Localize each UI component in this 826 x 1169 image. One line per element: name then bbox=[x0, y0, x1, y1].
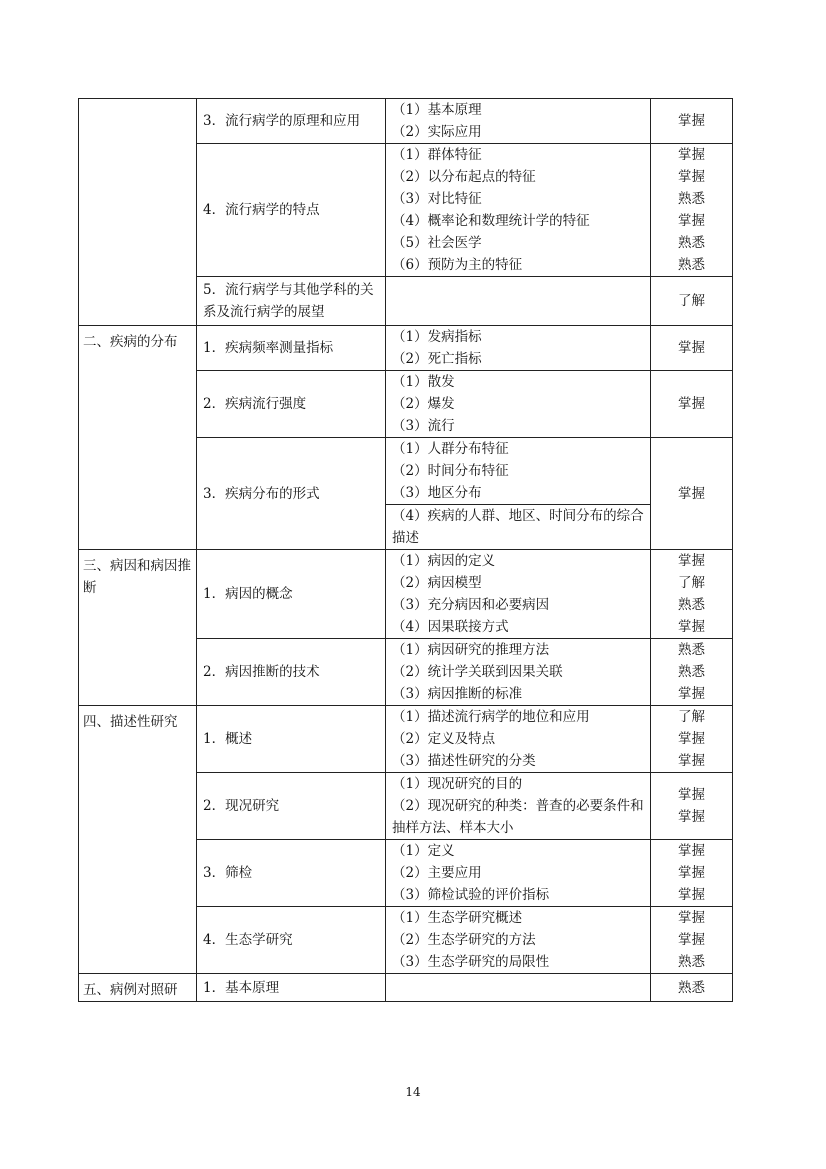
content-item: （2）现况研究的种类：普查的必要条件和抽样方法、样本大小 bbox=[392, 798, 644, 836]
content-item: （3）病因推断的标准 bbox=[392, 686, 523, 702]
requirement-cell bbox=[651, 277, 733, 326]
requirement-level: 掌握 bbox=[678, 553, 705, 569]
topic-name-cell: 3．筛检 bbox=[197, 840, 386, 907]
content-cell bbox=[386, 326, 651, 371]
requirement-cell bbox=[651, 550, 733, 639]
content-item: （2）定义及特点 bbox=[392, 731, 496, 747]
table-row bbox=[79, 706, 733, 773]
content-item: （3）流行 bbox=[392, 418, 455, 434]
table-row bbox=[79, 326, 733, 371]
requirement-level: 熟悉 bbox=[678, 664, 705, 680]
content-cell bbox=[386, 438, 651, 505]
section-title-cell: 五、病例对照研 bbox=[79, 974, 197, 1002]
requirement-level: 掌握 bbox=[678, 843, 705, 859]
requirement-cell bbox=[651, 438, 733, 550]
content-item: （2）统计学关联到因果关联 bbox=[392, 664, 563, 680]
requirement-level: 掌握 bbox=[678, 619, 705, 635]
table-row bbox=[79, 550, 733, 639]
topic-name-cell: 5．流行病学与其他学科的关系及流行病学的展望 bbox=[197, 277, 386, 326]
content-cell bbox=[386, 371, 651, 438]
section-title-cell: 四、描述性研究 bbox=[79, 706, 197, 974]
content-item: （3）充分病因和必要病因 bbox=[392, 597, 550, 613]
content-item: （3）生态学研究的局限性 bbox=[392, 954, 550, 970]
requirement-level: 掌握 bbox=[678, 932, 705, 948]
requirement-level: 掌握 bbox=[678, 787, 705, 803]
requirement-level: 掌握 bbox=[678, 809, 705, 825]
page-number: 14 bbox=[405, 1085, 421, 1099]
topic-name-cell: 4．生态学研究 bbox=[197, 907, 386, 974]
content-item: （1）发病指标 bbox=[392, 329, 482, 345]
requirement-level: 掌握 bbox=[678, 887, 705, 903]
content-item: （2）时间分布特征 bbox=[392, 463, 509, 479]
requirement-level: 掌握 bbox=[678, 396, 705, 412]
topic-name-cell: 1．疾病频率测量指标 bbox=[197, 326, 386, 371]
requirement-level: 熟悉 bbox=[678, 235, 705, 251]
content-cell bbox=[386, 773, 651, 840]
content-cell bbox=[386, 144, 651, 277]
requirement-level: 熟悉 bbox=[678, 954, 705, 970]
requirement-cell bbox=[651, 907, 733, 974]
section-title-cell: 二、疾病的分布 bbox=[79, 326, 197, 550]
content-item: （1）人群分布特征 bbox=[392, 441, 509, 457]
content-item: （2）以分布起点的特征 bbox=[392, 169, 536, 185]
requirement-level: 掌握 bbox=[678, 213, 705, 229]
content-cell bbox=[386, 706, 651, 773]
requirement-level: 掌握 bbox=[678, 113, 705, 129]
requirement-level: 熟悉 bbox=[678, 642, 705, 658]
content-item: （2）病因模型 bbox=[392, 575, 482, 591]
content-item: （1）病因研究的推理方法 bbox=[392, 642, 550, 658]
requirement-level: 了解 bbox=[678, 293, 705, 309]
requirement-level: 掌握 bbox=[678, 865, 705, 881]
content-cell bbox=[386, 639, 651, 706]
section-title-cell bbox=[79, 99, 197, 326]
requirement-level: 掌握 bbox=[678, 485, 705, 502]
content-item: （1）定义 bbox=[392, 843, 455, 859]
content-item: （2）实际应用 bbox=[392, 124, 482, 140]
requirement-cell bbox=[651, 371, 733, 438]
topic-name-cell: 1．基本原理 bbox=[197, 974, 386, 1002]
content-item: （1）生态学研究概述 bbox=[392, 910, 523, 926]
requirement-cell bbox=[651, 99, 733, 144]
topic-name-cell: 1．概述 bbox=[197, 706, 386, 773]
content-item: （1）病因的定义 bbox=[392, 553, 496, 569]
topic-name-cell: 1．病因的概念 bbox=[197, 550, 386, 639]
content-cell bbox=[386, 550, 651, 639]
requirement-level: 熟悉 bbox=[678, 597, 705, 613]
requirement-level: 掌握 bbox=[678, 686, 705, 702]
table-row bbox=[79, 974, 733, 1002]
content-item: （5）社会医学 bbox=[392, 235, 482, 251]
topic-name-cell: 3．流行病学的原理和应用 bbox=[197, 99, 386, 144]
content-item: （1）现况研究的目的 bbox=[392, 776, 523, 792]
content-item: （2）爆发 bbox=[392, 396, 455, 412]
content-item: （2）主要应用 bbox=[392, 865, 482, 881]
requirement-cell bbox=[651, 773, 733, 840]
requirement-level: 熟悉 bbox=[678, 191, 705, 207]
requirement-level: 掌握 bbox=[678, 753, 705, 769]
content-item: （3）描述性研究的分类 bbox=[392, 753, 536, 769]
syllabus-table bbox=[78, 98, 733, 1002]
content-item: （3）筛检试验的评价指标 bbox=[392, 887, 550, 903]
table-row bbox=[79, 99, 733, 144]
requirement-cell bbox=[651, 326, 733, 371]
content-item: （4）疾病的人群、地区、时间分布的综合描述 bbox=[392, 508, 644, 546]
topic-name-cell: 4．流行病学的特点 bbox=[197, 144, 386, 277]
requirement-cell bbox=[651, 974, 733, 1002]
content-item: （1）群体特征 bbox=[392, 147, 482, 163]
requirement-level: 掌握 bbox=[678, 340, 705, 356]
content-item: （4）概率论和数理统计学的特征 bbox=[392, 213, 590, 229]
content-item: （1）散发 bbox=[392, 374, 455, 390]
content-cell bbox=[386, 277, 651, 326]
topic-name-cell: 3．疾病分布的形式 bbox=[197, 438, 386, 550]
section-title-cell: 三、病因和病因推断 bbox=[79, 550, 197, 706]
content-item: （3）地区分布 bbox=[392, 485, 482, 501]
content-item: （2）生态学研究的方法 bbox=[392, 932, 536, 948]
topic-name-cell: 2．病因推断的技术 bbox=[197, 639, 386, 706]
requirement-level: 熟悉 bbox=[678, 257, 705, 273]
topic-name-cell: 2．现况研究 bbox=[197, 773, 386, 840]
requirement-level: 掌握 bbox=[678, 169, 705, 185]
requirement-level: 掌握 bbox=[678, 147, 705, 163]
requirement-cell bbox=[651, 144, 733, 277]
content-cell bbox=[386, 840, 651, 907]
requirement-level: 了解 bbox=[678, 709, 705, 725]
requirement-cell bbox=[651, 840, 733, 907]
requirement-cell bbox=[651, 639, 733, 706]
content-cell bbox=[386, 974, 651, 1002]
requirement-level: 掌握 bbox=[678, 910, 705, 926]
requirement-level: 熟悉 bbox=[678, 979, 705, 996]
requirement-cell bbox=[651, 706, 733, 773]
content-cell bbox=[386, 907, 651, 974]
requirement-level: 掌握 bbox=[678, 731, 705, 747]
content-cell bbox=[386, 99, 651, 144]
content-item: （6）预防为主的特征 bbox=[392, 257, 523, 273]
content-item: （3）对比特征 bbox=[392, 191, 482, 207]
topic-name-cell: 2．疾病流行强度 bbox=[197, 371, 386, 438]
content-item: （1）描述流行病学的地位和应用 bbox=[392, 709, 590, 725]
content-item: （1）基本原理 bbox=[392, 102, 482, 118]
content-item: （2）死亡指标 bbox=[392, 351, 482, 367]
content-item: （4）因果联接方式 bbox=[392, 619, 509, 635]
content-cell bbox=[386, 505, 651, 550]
requirement-level: 了解 bbox=[678, 575, 705, 591]
